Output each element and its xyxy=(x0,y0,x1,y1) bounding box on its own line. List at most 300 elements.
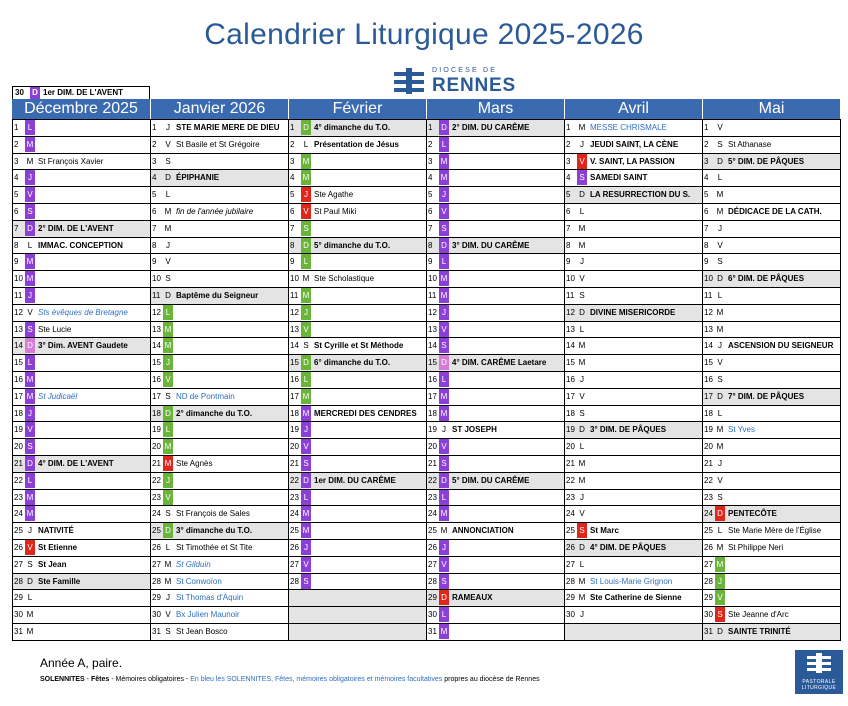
day-cell xyxy=(702,455,840,472)
day-number: 28 xyxy=(704,576,713,586)
day-number: 5 xyxy=(566,190,571,200)
pre-row-num: 30 xyxy=(15,88,24,97)
day-number: 11 xyxy=(152,291,161,300)
month-header: Janvier 2026 xyxy=(150,99,288,119)
day-number: 8 xyxy=(152,240,157,250)
day-number: 15 xyxy=(290,358,299,368)
day-cell xyxy=(288,119,426,136)
day-number: 28 xyxy=(428,576,437,586)
day-cell xyxy=(426,270,564,287)
weekday-letter: D xyxy=(439,238,449,253)
day-number: 24 xyxy=(566,509,575,519)
weekday-letter: V xyxy=(579,391,585,401)
day-number: 26 xyxy=(566,543,575,552)
day-cell xyxy=(288,455,426,472)
day-number: 24 xyxy=(428,509,437,519)
day-number: 23 xyxy=(566,492,575,502)
day-number: 4 xyxy=(566,173,571,183)
weekday-letter: V xyxy=(301,204,311,219)
weekday-letter: M xyxy=(26,156,34,166)
weekday-letter: L xyxy=(163,422,173,437)
day-cell xyxy=(702,321,840,338)
weekday-letter: V xyxy=(715,590,725,605)
weekday-letter: M xyxy=(25,506,35,521)
month-header-bar xyxy=(12,99,840,119)
weekday-letter: D xyxy=(579,543,585,552)
day-cell xyxy=(426,489,564,506)
weekday-letter: L xyxy=(717,408,723,418)
day-cell xyxy=(564,287,702,304)
weekday-letter: L xyxy=(439,372,449,387)
day-cell xyxy=(564,203,702,220)
weekday-letter: S xyxy=(165,627,171,636)
day-cell xyxy=(426,522,564,539)
weekday-letter: V xyxy=(25,187,35,202)
day-number: 12 xyxy=(290,307,299,317)
day-number: 17 xyxy=(152,391,161,401)
weekday-letter: M xyxy=(578,223,586,233)
day-number: 23 xyxy=(152,492,161,502)
celebration-label: DÉDICACE DE LA CATH. xyxy=(728,207,822,216)
day-number: 1 xyxy=(704,123,709,132)
day-cell xyxy=(150,337,288,354)
month-header: Février xyxy=(288,99,426,119)
day-number: 17 xyxy=(704,391,713,401)
day-number: 20 xyxy=(14,442,23,452)
weekday-letter: M xyxy=(716,324,724,334)
weekday-letter: S xyxy=(717,492,723,502)
day-cell xyxy=(702,186,840,203)
day-number: 3 xyxy=(152,156,157,166)
day-cell xyxy=(426,472,564,489)
celebration-label: fin de l'année jubilaire xyxy=(176,207,254,216)
celebration-label: SAINTE TRINITÉ xyxy=(728,627,791,636)
day-cell xyxy=(564,321,702,338)
day-cell xyxy=(702,589,840,606)
day-cell xyxy=(12,237,150,254)
celebration-label: MESSE CHRISMALE xyxy=(590,123,667,132)
day-cell xyxy=(564,405,702,422)
day-cell xyxy=(288,237,426,254)
day-cell xyxy=(288,573,426,590)
day-cell xyxy=(150,119,288,136)
day-number: 25 xyxy=(566,526,575,536)
day-number: 6 xyxy=(290,207,295,216)
day-number: 19 xyxy=(704,425,713,435)
day-cell xyxy=(702,119,840,136)
celebration-label: Ste Marie Mère de l'Église xyxy=(728,526,822,536)
day-cell xyxy=(12,606,150,623)
weekday-letter: L xyxy=(579,559,585,569)
weekday-letter: D xyxy=(715,506,725,521)
weekday-letter: M xyxy=(25,271,35,286)
weekday-letter: D xyxy=(579,425,585,435)
day-number: 21 xyxy=(290,459,299,468)
weekday-letter: S xyxy=(439,574,449,589)
celebration-label: St Gilduin xyxy=(176,559,211,569)
legend-fetes: Fêtes xyxy=(90,676,110,683)
weekday-letter: J xyxy=(301,187,311,202)
weekday-letter: M xyxy=(578,358,586,368)
day-cell xyxy=(12,270,150,287)
empty-day-cell xyxy=(564,623,702,640)
day-cell xyxy=(564,489,702,506)
celebration-label: Ste Jeanne d'Arc xyxy=(728,610,789,620)
day-number: 17 xyxy=(290,391,299,401)
celebration-label: 3° dimanche du T.O. xyxy=(176,526,253,536)
day-number: 5 xyxy=(14,190,19,200)
weekday-letter: V xyxy=(163,372,173,387)
day-cell xyxy=(150,169,288,186)
day-number: 9 xyxy=(704,257,709,267)
weekday-letter: D xyxy=(717,627,723,636)
day-cell xyxy=(12,623,150,640)
weekday-letter: M xyxy=(164,223,172,233)
day-number: 27 xyxy=(566,559,575,569)
legend-sep2: - Mémoires obligatoires - xyxy=(109,676,191,683)
weekday-letter: J xyxy=(163,355,173,370)
day-number: 7 xyxy=(290,223,295,233)
day-cell xyxy=(426,539,564,556)
day-cell xyxy=(426,287,564,304)
day-number: 1 xyxy=(152,123,157,132)
weekday-letter: M xyxy=(716,207,724,216)
day-number: 11 xyxy=(428,291,437,300)
weekday-letter: M xyxy=(301,389,311,404)
day-number: 4 xyxy=(428,173,433,183)
day-cell xyxy=(702,169,840,186)
weekday-letter: D xyxy=(165,173,171,183)
weekday-letter: J xyxy=(25,170,35,185)
weekday-letter: J xyxy=(163,473,173,488)
day-cell xyxy=(426,203,564,220)
day-number: 8 xyxy=(566,240,571,250)
weekday-letter: L xyxy=(301,372,311,387)
day-cell xyxy=(426,304,564,321)
month-header: Mai xyxy=(702,99,840,119)
day-number: 31 xyxy=(152,627,161,636)
day-cell xyxy=(702,371,840,388)
day-cell xyxy=(12,136,150,153)
day-cell xyxy=(564,136,702,153)
day-number: 6 xyxy=(152,207,157,216)
legend-sep1: - xyxy=(84,676,91,683)
weekday-letter: M xyxy=(301,523,311,538)
day-cell xyxy=(702,438,840,455)
calendar-grid xyxy=(12,119,841,641)
celebration-label: 5° dimanche du T.O. xyxy=(314,240,391,250)
weekday-letter: D xyxy=(163,406,173,421)
weekday-letter: S xyxy=(165,509,171,519)
weekday-letter: M xyxy=(301,288,311,303)
weekday-letter: L xyxy=(25,473,35,488)
day-number: 19 xyxy=(14,425,23,435)
day-cell xyxy=(426,455,564,472)
day-number: 10 xyxy=(14,274,23,284)
weekday-letter: M xyxy=(716,190,724,200)
day-cell xyxy=(288,489,426,506)
day-cell xyxy=(150,505,288,522)
day-cell xyxy=(564,388,702,405)
day-cell xyxy=(288,186,426,203)
day-cell xyxy=(150,589,288,606)
day-cell xyxy=(12,321,150,338)
weekday-letter: J xyxy=(442,425,446,435)
celebration-label: St Conwoïon xyxy=(176,576,222,586)
day-number: 13 xyxy=(152,324,161,334)
weekday-letter: D xyxy=(579,190,585,200)
weekday-letter: D xyxy=(301,120,311,135)
celebration-label: ASCENSION DU SEIGNEUR xyxy=(728,341,834,351)
celebration-label: St Philippe Neri xyxy=(728,543,784,552)
day-number: 11 xyxy=(566,291,575,300)
weekday-letter: M xyxy=(439,170,449,185)
day-number: 22 xyxy=(704,475,713,485)
weekday-letter: J xyxy=(439,305,449,320)
day-cell xyxy=(426,606,564,623)
day-number: 24 xyxy=(14,509,23,519)
day-number: 25 xyxy=(704,526,713,536)
day-cell xyxy=(564,237,702,254)
day-number: 28 xyxy=(152,576,161,586)
weekday-letter: D xyxy=(439,355,449,370)
day-number: 28 xyxy=(290,576,299,586)
diocese-name: RENNES xyxy=(432,75,516,96)
day-number: 13 xyxy=(14,324,23,334)
day-cell xyxy=(702,337,840,354)
day-cell xyxy=(150,153,288,170)
day-number: 27 xyxy=(428,559,437,569)
day-cell xyxy=(564,539,702,556)
celebration-label: Ste Lucie xyxy=(38,324,72,334)
celebration-label: IMMAC. CONCEPTION xyxy=(38,240,123,250)
celebration-label: St Etienne xyxy=(38,543,78,552)
day-cell xyxy=(150,203,288,220)
day-number: 3 xyxy=(428,156,433,166)
day-number: 21 xyxy=(428,459,437,468)
weekday-letter: L xyxy=(579,324,585,334)
day-number: 24 xyxy=(152,509,161,519)
day-cell xyxy=(426,186,564,203)
day-number: 20 xyxy=(152,442,161,452)
day-cell xyxy=(12,203,150,220)
celebration-label: MERCREDI DES CENDRES xyxy=(314,408,417,418)
day-number: 19 xyxy=(566,425,575,435)
day-cell xyxy=(702,405,840,422)
day-number: 29 xyxy=(428,593,437,603)
weekday-letter: S xyxy=(303,341,309,351)
day-cell xyxy=(702,153,840,170)
weekday-letter: V xyxy=(25,422,35,437)
weekday-letter: V xyxy=(717,358,723,368)
day-cell xyxy=(702,253,840,270)
celebration-label: St Jean Bosco xyxy=(176,627,228,636)
day-cell xyxy=(426,589,564,606)
day-cell xyxy=(150,606,288,623)
day-cell xyxy=(12,472,150,489)
day-number: 12 xyxy=(566,307,575,317)
weekday-letter: M xyxy=(25,372,35,387)
celebration-label: 3° Dim. AVENT Gaudete xyxy=(38,341,128,351)
weekday-letter: L xyxy=(717,173,723,183)
weekday-letter: V xyxy=(439,557,449,572)
celebration-label: 4° DIM. DE PÂQUES xyxy=(590,543,667,552)
day-cell xyxy=(426,220,564,237)
celebration-label: ST JOSEPH xyxy=(452,425,497,435)
weekday-letter: S xyxy=(717,257,723,267)
day-number: 2 xyxy=(290,139,295,149)
weekday-letter: S xyxy=(439,221,449,236)
weekday-letter: J xyxy=(580,492,584,502)
weekday-letter: J xyxy=(718,341,722,351)
day-number: 22 xyxy=(152,475,161,485)
day-cell xyxy=(150,455,288,472)
day-cell xyxy=(12,522,150,539)
day-number: 26 xyxy=(14,543,23,552)
celebration-label: RAMEAUX xyxy=(452,593,493,603)
weekday-letter: V xyxy=(165,139,171,149)
day-cell xyxy=(288,421,426,438)
celebration-label: V. SAINT, LA PASSION xyxy=(590,156,675,166)
day-number: 19 xyxy=(428,425,437,435)
weekday-letter: L xyxy=(579,442,585,452)
day-number: 20 xyxy=(566,442,575,452)
weekday-letter: D xyxy=(301,473,311,488)
day-number: 18 xyxy=(152,408,161,418)
day-cell xyxy=(426,421,564,438)
weekday-letter: J xyxy=(301,305,311,320)
celebration-label: Ste Agathe xyxy=(314,190,354,200)
weekday-letter: L xyxy=(717,526,723,536)
day-number: 14 xyxy=(290,341,299,351)
day-number: 8 xyxy=(14,240,19,250)
day-cell xyxy=(12,220,150,237)
day-cell xyxy=(564,421,702,438)
page-title: Calendrier Liturgique 2025-2026 xyxy=(204,18,644,51)
pastorale-line2: LITURGIQUE xyxy=(801,685,837,691)
day-cell xyxy=(12,421,150,438)
weekday-letter: J xyxy=(715,574,725,589)
celebration-label: 5° DIM. DE PÂQUES xyxy=(728,156,805,166)
weekday-letter: L xyxy=(579,207,585,216)
weekday-letter: M xyxy=(164,576,172,586)
celebration-label: 4° DIM. DE L'AVENT xyxy=(38,459,114,468)
day-cell xyxy=(12,556,150,573)
celebration-label: STE MARIE MERE DE DIEU xyxy=(176,123,280,132)
day-number: 25 xyxy=(428,526,437,536)
pastorale-logo xyxy=(795,650,843,694)
day-number: 18 xyxy=(14,408,23,418)
weekday-letter: L xyxy=(439,490,449,505)
weekday-letter: M xyxy=(25,137,35,152)
weekday-letter: M xyxy=(578,240,586,250)
day-cell xyxy=(12,405,150,422)
celebration-label: ÉPIPHANIE xyxy=(176,173,220,183)
day-number: 31 xyxy=(14,627,23,636)
weekday-letter: D xyxy=(25,221,35,236)
celebration-label: NATIVITÉ xyxy=(38,526,74,536)
day-number: 15 xyxy=(428,358,437,368)
weekday-letter: V xyxy=(579,509,585,519)
day-number: 14 xyxy=(704,341,713,351)
celebration-label: 2° dimanche du T.O. xyxy=(176,408,253,418)
celebration-label: 5° DIM. DU CARÊME xyxy=(452,475,530,485)
day-number: 13 xyxy=(428,324,437,334)
weekday-letter: J xyxy=(580,375,584,384)
day-cell xyxy=(288,472,426,489)
day-cell xyxy=(150,287,288,304)
day-cell xyxy=(426,253,564,270)
day-number: 10 xyxy=(566,274,575,284)
weekday-letter: S xyxy=(579,291,585,300)
weekday-letter: M xyxy=(163,456,173,471)
day-cell xyxy=(288,287,426,304)
day-number: 29 xyxy=(152,593,161,603)
day-number: 16 xyxy=(14,375,23,384)
day-number: 20 xyxy=(428,442,437,452)
day-cell xyxy=(564,186,702,203)
day-cell xyxy=(150,270,288,287)
day-number: 9 xyxy=(566,257,571,267)
day-cell xyxy=(426,505,564,522)
day-cell xyxy=(150,253,288,270)
day-cell xyxy=(564,270,702,287)
day-number: 15 xyxy=(152,358,161,368)
weekday-letter: L xyxy=(439,137,449,152)
day-number: 22 xyxy=(290,475,299,485)
day-number: 7 xyxy=(152,223,157,233)
weekday-letter: M xyxy=(439,406,449,421)
day-number: 23 xyxy=(428,492,437,502)
day-number: 13 xyxy=(704,324,713,334)
day-cell xyxy=(702,505,840,522)
weekday-letter: M xyxy=(26,627,34,636)
celebration-label: 6° DIM. DE PÂQUES xyxy=(728,274,805,284)
day-cell xyxy=(702,472,840,489)
celebration-label: Baptême du Seigneur xyxy=(176,291,259,300)
weekday-letter: M xyxy=(439,624,449,639)
day-cell xyxy=(702,237,840,254)
day-cell xyxy=(288,169,426,186)
day-number: 8 xyxy=(290,240,295,250)
day-cell xyxy=(12,337,150,354)
day-number: 6 xyxy=(566,207,571,216)
liturgical-year: Année A, paire. xyxy=(40,656,123,670)
day-cell xyxy=(702,556,840,573)
day-cell xyxy=(12,304,150,321)
celebration-label: 4° DIM. CARÊME Laetare xyxy=(452,358,547,368)
day-cell xyxy=(288,556,426,573)
day-cell xyxy=(288,371,426,388)
day-number: 30 xyxy=(566,610,575,620)
weekday-letter: M xyxy=(301,406,311,421)
weekday-letter: M xyxy=(578,576,586,586)
day-number: 12 xyxy=(14,307,23,317)
day-cell xyxy=(564,472,702,489)
day-cell xyxy=(12,455,150,472)
day-number: 9 xyxy=(152,257,157,267)
day-number: 11 xyxy=(290,291,299,300)
weekday-letter: D xyxy=(301,355,311,370)
day-cell xyxy=(564,169,702,186)
day-cell xyxy=(150,472,288,489)
day-number: 7 xyxy=(428,223,433,233)
celebration-label: ND de Pontmain xyxy=(176,391,235,401)
day-number: 9 xyxy=(14,257,19,267)
day-number: 26 xyxy=(152,543,161,552)
celebration-label: St François de Sales xyxy=(176,509,250,519)
day-number: 29 xyxy=(704,593,713,603)
